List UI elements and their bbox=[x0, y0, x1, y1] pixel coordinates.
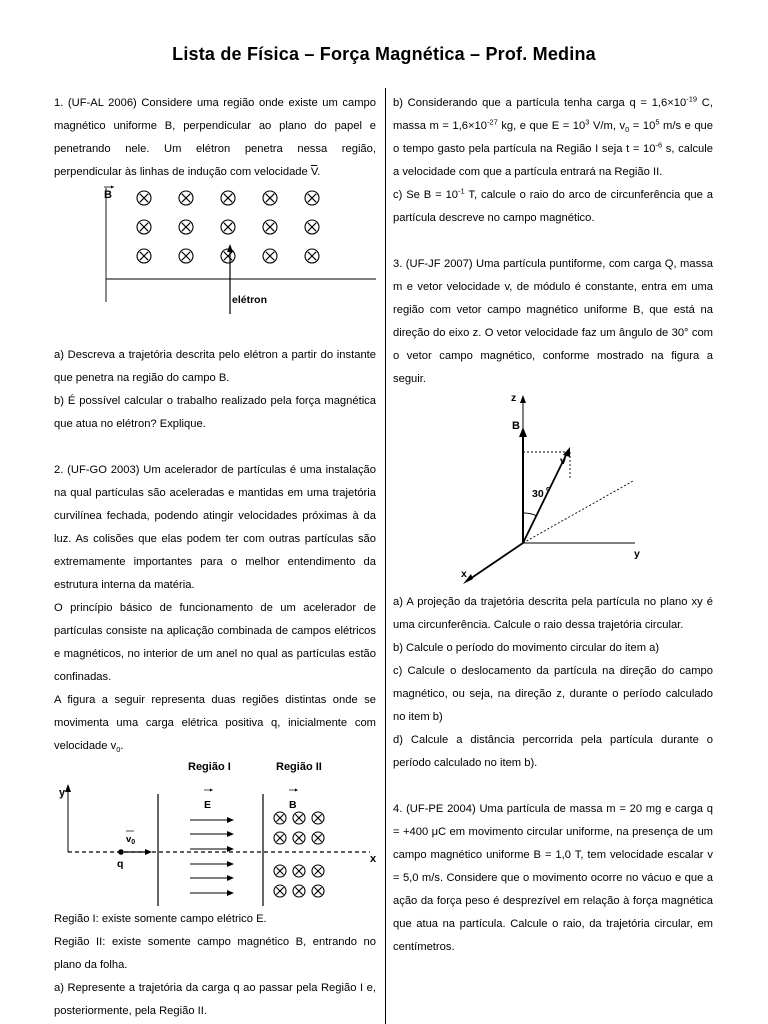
b-field-into-page-symbol bbox=[312, 865, 324, 877]
field-into-page-grid bbox=[137, 191, 319, 263]
q1-text: 1. (UF-AL 2006) Considere uma região onde existe um campo magnético uniforme B, perpendicular ao plano do papel e penetrando nele. Um elétron penetra nessa região, perpendicular às linhas de indução com velocidade bbox=[54, 97, 376, 178]
region-2-label: Região II bbox=[276, 761, 322, 773]
field-into-page-symbol bbox=[221, 191, 235, 205]
q1-statement bbox=[54, 92, 376, 184]
field-into-page-symbol bbox=[263, 191, 277, 205]
y-axis-label: y bbox=[634, 548, 640, 560]
b-field-into-page-symbol bbox=[312, 885, 324, 897]
q2-item-b: b) Considerando que a partícula tenha carga $q = 1,6\times 10^{-19}$ C, massa $m = 1,6\times 10^{-27}$ kg, e que $E = 10^3$ V/m, $v_0 = 10^5$ m/s e que o tempo gasto pela partícula na Região I seja $t = 10^{-6}$ s, calcule a velocidade com que a partícula entrará na Região II. bbox=[393, 94, 713, 178]
y-axis-label: y bbox=[59, 787, 66, 799]
z-axis-label: z bbox=[511, 392, 517, 404]
q3-item-c: c) Calcule o deslocamento da partícula na direção do campo magnético, ou seja, na direção z, durante o período calculado no item b) bbox=[393, 665, 713, 723]
q3-figure bbox=[393, 391, 713, 591]
field-into-page-symbol bbox=[263, 220, 277, 234]
q2-region-2-desc: Região II: existe somente campo magnético B, entrando no plano da folha. bbox=[54, 936, 376, 971]
q2-p3-end: . bbox=[120, 740, 124, 752]
q1-figure bbox=[54, 184, 376, 344]
field-into-page-symbol bbox=[305, 191, 319, 205]
angle-label: 30 bbox=[532, 488, 544, 500]
q3-item-a: a) A projeção da trajetória descrita pela partícula no plano xy é uma circunferência. Calcule o raio dessa trajetória circular. bbox=[393, 596, 713, 631]
region-1-label: Região I bbox=[188, 761, 231, 773]
field-into-page-symbol bbox=[137, 249, 151, 263]
b-field-into-page-symbol bbox=[293, 832, 305, 844]
field-into-page-symbol bbox=[179, 220, 193, 234]
electron-label: elétron bbox=[232, 294, 268, 306]
q2-p3-sub: 0 bbox=[116, 745, 121, 755]
magnetic-field-grid bbox=[274, 812, 324, 897]
q3-statement: 3. (UF-JF 2007) Uma partícula puntiforme, com carga Q, massa m e vetor velocidade v, de módulo é constante, entra em uma região com vetor campo magnético uniforme B, que está na direção do eixo z. O vetor velocidade faz um ângulo de 30° com o vetor campo magnético, conforme mostrado na figura a seguir. bbox=[393, 258, 713, 385]
v-vector-symbol: $\overline{V}$ bbox=[310, 166, 318, 178]
field-into-page-symbol bbox=[179, 191, 193, 205]
field-into-page-symbol bbox=[305, 249, 319, 263]
e-field-arrow bbox=[190, 817, 234, 823]
e-field-arrow bbox=[190, 861, 234, 867]
q1-text-end: . bbox=[317, 166, 321, 178]
b-field-into-page-symbol bbox=[293, 865, 305, 877]
q2-figure bbox=[54, 760, 376, 908]
field-into-page-symbol bbox=[137, 220, 151, 234]
left-column bbox=[54, 92, 376, 1023]
field-into-page-symbol bbox=[305, 220, 319, 234]
charge-q-label: q bbox=[117, 858, 124, 870]
q4-statement: 4. (UF-PE 2004) Uma partícula de massa m = 20 mg e carga q = +400 μC em movimento circular uniforme, na presença de um campo magnético uniforme B = 1,0 T, tem velocidade escalar v = 5,0 m/s. Considere que o movimento ocorre no vácuo e que a ação da força peso é desprezível em relação à força magnética que atua na partícula. Calcule o raio, da trajetória circular, em centímetros. bbox=[393, 803, 713, 953]
e-field-arrow bbox=[190, 846, 234, 852]
b-vector-label: B bbox=[512, 420, 520, 432]
x-axis-label: x bbox=[370, 853, 376, 865]
q1-item-b: b) É possível calcular o trabalho realizado pela força magnética que atua no elétron? Explique. bbox=[54, 395, 376, 430]
e-field-arrow bbox=[190, 890, 234, 896]
e-field-arrow bbox=[190, 875, 234, 881]
field-into-page-symbol bbox=[221, 220, 235, 234]
degree-symbol: o bbox=[546, 486, 551, 493]
v0-label: $v_0$ bbox=[126, 834, 136, 846]
page-title: Lista de Física – Força Magnética – Prof. Medina bbox=[172, 44, 596, 64]
b-field-into-page-symbol bbox=[312, 832, 324, 844]
q2-paragraph-3 bbox=[54, 689, 376, 758]
q2-p3-text: A figura a seguir representa duas regiões distintas onde se movimenta uma carga elétrica positiva q, inicialmente com velocidade v bbox=[54, 694, 376, 752]
v-vector-label: v bbox=[560, 455, 566, 467]
electric-field-arrows bbox=[190, 817, 234, 896]
fig-b-label: B bbox=[104, 189, 112, 201]
charge-q bbox=[118, 849, 124, 855]
b-field-into-page-symbol bbox=[274, 812, 286, 824]
b-field-into-page-symbol bbox=[293, 812, 305, 824]
q2-item-a: a) Represente a trajetória da carga q ao passar pela Região I e, posteriormente, pela Região II. bbox=[54, 982, 376, 1017]
q2-paragraph-1: 2. (UF-GO 2003) Um acelerador de partículas é uma instalação na qual partículas são aceleradas e mantidas em uma trajetória curvilínea fechada, podendo atingir velocidades próximas à da luz. As colisões que elas podem ter com outras partículas são extremamente importantes para o melhor entendimento da estrutura interna da matéria. bbox=[54, 464, 376, 591]
q3-item-d: d) Calcule a distância percorrida pela partícula durante o período calculado no item b). bbox=[393, 734, 713, 769]
right-column bbox=[393, 92, 713, 959]
field-into-page-symbol bbox=[263, 249, 277, 263]
field-into-page-symbol bbox=[179, 249, 193, 263]
b-field-label: B bbox=[289, 799, 297, 811]
e-field-label: E bbox=[204, 799, 212, 811]
q3-item-b: b) Calcule o período do movimento circular do item a) bbox=[393, 642, 660, 654]
x-axis-label: x bbox=[461, 568, 467, 580]
q2-region-1-desc: Região I: existe somente campo elétrico E. bbox=[54, 913, 267, 925]
b-field-into-page-symbol bbox=[274, 832, 286, 844]
field-into-page-symbol bbox=[137, 191, 151, 205]
q2-paragraph-2: O princípio básico de funcionamento de um acelerador de partículas consiste na aplicação combinada de campos elétricos e magnéticos, no interior de um anel no qual as partículas estão confinadas. bbox=[54, 602, 376, 683]
b-field-into-page-symbol bbox=[274, 865, 286, 877]
q2-item-c: c) Se $B = 10^{-1}$ T, calcule o raio do arco de circunferência que a partícula descreve no campo magnético. bbox=[393, 186, 713, 224]
e-field-arrow bbox=[190, 831, 234, 837]
column-divider bbox=[385, 88, 386, 1024]
b-field-into-page-symbol bbox=[293, 885, 305, 897]
b-field-into-page-symbol bbox=[312, 812, 324, 824]
q1-item-a: a) Descreva a trajetória descrita pelo elétron a partir do instante que penetra na região do campo B. bbox=[54, 349, 376, 384]
b-field-into-page-symbol bbox=[274, 885, 286, 897]
